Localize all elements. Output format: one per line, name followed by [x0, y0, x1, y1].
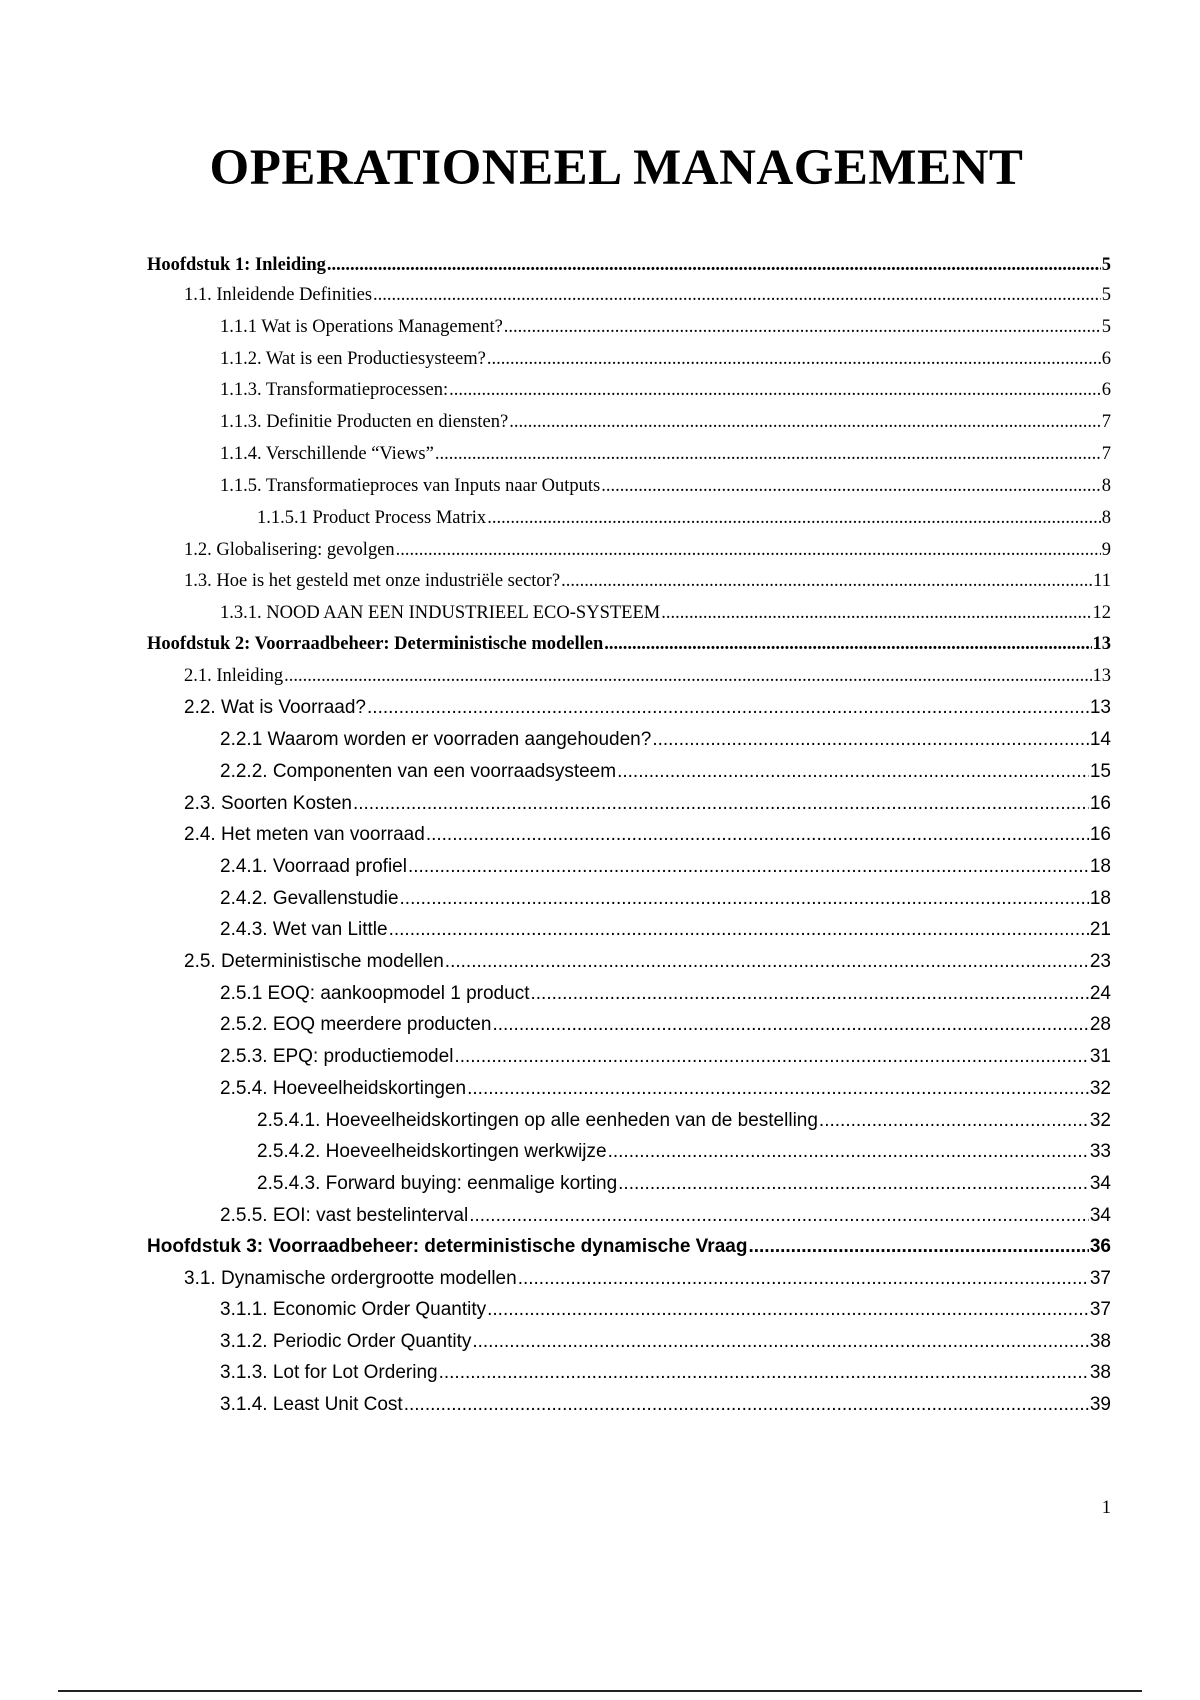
toc-entry-page: 13: [1092, 634, 1111, 654]
toc-entry-chapter-1[interactable]: [147, 255, 1111, 285]
toc-entry-1-1-5-1[interactable]: [257, 508, 1111, 538]
toc-leader-dots: [449, 380, 1101, 401]
toc-entry-label: 2.5.4.3. Forward buying: eenmalige korting: [257, 1173, 618, 1194]
toc-leader-dots: [608, 1141, 1089, 1163]
toc-entry-label: Hoofdstuk 3: Voorraadbeheer: deterministische dynamische Vraag: [147, 1236, 748, 1257]
toc-entry-label: 3.1.4. Least Unit Cost: [220, 1394, 403, 1415]
toc-entry-label: 2.2. Wat is Voorraad?: [184, 697, 367, 718]
toc-entry-3-1-1[interactable]: [220, 1299, 1111, 1329]
toc-entry-page: 24: [1089, 983, 1111, 1004]
toc-entry-page: 5: [1101, 285, 1111, 305]
document-title: OPERATIONEEL MANAGEMENT: [209, 140, 1024, 196]
toc-leader-dots: [748, 1236, 1088, 1258]
toc-entry-page: 18: [1089, 888, 1111, 909]
toc-leader-dots: [472, 1331, 1089, 1353]
toc-entry-label: 3.1.3. Lot for Lot Ordering: [220, 1362, 438, 1383]
toc-entry-label: Hoofdstuk 1: Inleiding: [147, 255, 326, 275]
toc-entry-page: 34: [1089, 1173, 1111, 1194]
toc-entry-label: 2.5.1 EOQ: aankoopmodel 1 product: [220, 983, 530, 1004]
toc-entry-page: 33: [1089, 1141, 1111, 1162]
toc-entry-label: 2.5.4.1. Hoeveelheidskortingen op alle eenheden van de bestelling: [257, 1110, 818, 1131]
toc-entry-2-5-4-3[interactable]: [257, 1173, 1111, 1203]
toc-entry-1-1-3a[interactable]: [220, 380, 1111, 410]
toc-entry-2-3[interactable]: [184, 793, 1111, 823]
toc-entry-label: 2.4.2. Gevallenstudie: [220, 888, 399, 909]
toc-entry-page: 23: [1089, 951, 1111, 972]
toc-entry-2-4-3[interactable]: [220, 919, 1111, 949]
toc-entry-label: 2.5.4.2. Hoeveelheidskortingen werkwijze: [257, 1141, 607, 1162]
toc-entry-label: 2.4.3. Wet van Little: [220, 919, 388, 940]
toc-leader-dots: [487, 508, 1101, 529]
toc-entry-3-1-2[interactable]: [220, 1331, 1111, 1361]
toc-entry-label: 1.2. Globalisering: gevolgen: [184, 540, 395, 560]
toc-leader-dots: [367, 697, 1089, 719]
toc-entry-page: 16: [1089, 824, 1111, 845]
toc-entry-label: 1.1.3. Definitie Producten en diensten?: [220, 412, 509, 432]
toc-entry-1-3-1[interactable]: [220, 603, 1111, 633]
toc-leader-dots: [373, 285, 1101, 306]
toc-entry-1-2[interactable]: [184, 540, 1111, 570]
toc-entry-label: 2.5.2. EOQ meerdere producten: [220, 1014, 492, 1035]
toc-entry-page: 7: [1101, 412, 1111, 432]
toc-entry-page: 37: [1089, 1299, 1111, 1320]
toc-leader-dots: [504, 317, 1101, 338]
toc-entry-label: 1.3.1. NOOD AAN EEN INDUSTRIEEL ECO-SYSTEEM: [220, 603, 661, 623]
toc-leader-dots: [601, 476, 1101, 497]
toc-entry-page: 31: [1089, 1046, 1111, 1067]
toc-entry-1-1[interactable]: [184, 285, 1111, 315]
toc-entry-label: 2.4. Het meten van voorraad: [184, 824, 425, 845]
toc-leader-dots: [617, 761, 1089, 783]
toc-entry-chapter-3[interactable]: [147, 1236, 1111, 1266]
footer-divider: [58, 1690, 1142, 1692]
toc-leader-dots: [327, 255, 1101, 276]
toc-entry-page: 8: [1101, 476, 1111, 496]
toc-leader-dots: [467, 1078, 1089, 1100]
toc-entry-2-5-4-2[interactable]: [257, 1141, 1111, 1171]
toc-entry-page: 36: [1089, 1236, 1111, 1257]
toc-entry-page: 34: [1089, 1205, 1111, 1226]
toc-entry-2-5[interactable]: [184, 951, 1111, 981]
toc-entry-label: 1.1.3. Transformatieprocessen:: [220, 380, 449, 400]
toc-leader-dots: [487, 1299, 1089, 1321]
toc-leader-dots: [439, 1362, 1089, 1384]
toc-leader-dots: [561, 571, 1092, 592]
toc-entry-2-5-4-1[interactable]: [257, 1110, 1111, 1140]
toc-entry-label: Hoofdstuk 2: Voorraadbeheer: Deterministische modellen: [147, 634, 604, 654]
toc-entry-label: 3.1.1. Economic Order Quantity: [220, 1299, 487, 1320]
toc-leader-dots: [819, 1110, 1089, 1132]
toc-entry-3-1-3[interactable]: [220, 1362, 1111, 1392]
toc-entry-page: 21: [1089, 919, 1111, 940]
toc-leader-dots: [389, 919, 1089, 941]
toc-entry-page: 8: [1101, 508, 1111, 528]
toc-leader-dots: [518, 1268, 1089, 1290]
toc-leader-dots: [353, 793, 1089, 815]
toc-entry-2-4-2[interactable]: [220, 888, 1111, 918]
toc-entry-label: 3.1. Dynamische ordergrootte modellen: [184, 1268, 517, 1289]
toc-entry-label: 2.2.2. Componenten van een voorraadsysteem: [220, 761, 617, 782]
toc-leader-dots: [509, 412, 1101, 433]
toc-entry-label: 2.2.1 Waarom worden er voorraden aangehouden?: [220, 729, 652, 750]
toc-entry-2-2[interactable]: [184, 697, 1111, 727]
toc-entry-chapter-2[interactable]: [147, 634, 1111, 664]
toc-leader-dots: [604, 634, 1091, 655]
toc-entry-page: 9: [1101, 540, 1111, 560]
toc-leader-dots: [445, 951, 1089, 973]
toc-leader-dots: [435, 444, 1101, 465]
toc-entry-page: 12: [1092, 603, 1111, 623]
toc-entry-page: 37: [1089, 1268, 1111, 1289]
toc-entry-page: 5: [1101, 255, 1111, 275]
toc-entry-label: 1.1.5.1 Product Process Matrix: [257, 508, 487, 528]
toc-leader-dots: [400, 888, 1089, 910]
toc-entry-2-4[interactable]: [184, 824, 1111, 854]
toc-entry-2-5-2[interactable]: [220, 1014, 1111, 1044]
toc-leader-dots: [492, 1014, 1088, 1036]
toc-entry-page: 18: [1089, 856, 1111, 877]
toc-leader-dots: [396, 540, 1101, 561]
toc-entry-page: 11: [1093, 571, 1111, 591]
toc-leader-dots: [408, 856, 1089, 878]
toc-entry-1-1-5[interactable]: [220, 476, 1111, 506]
toc-entry-page: 39: [1089, 1394, 1111, 1415]
toc-entry-label: 2.4.1. Voorraad profiel: [220, 856, 407, 877]
toc-entry-2-5-1[interactable]: [220, 983, 1111, 1013]
toc-leader-dots: [469, 1205, 1089, 1227]
toc-entry-label: 1.1. Inleidende Definities: [184, 285, 373, 305]
toc-entry-label: 1.1.1 Wat is Operations Management?: [220, 317, 503, 337]
toc-entry-page: 6: [1101, 349, 1111, 369]
toc-entry-label: 1.3. Hoe is het gesteld met onze industriële sector?: [184, 571, 561, 591]
toc-entry-page: 14: [1089, 729, 1111, 750]
toc-leader-dots: [487, 349, 1101, 370]
toc-entry-1-1-3b[interactable]: [220, 412, 1111, 442]
toc-leader-dots: [618, 1173, 1089, 1195]
toc-entry-label: 3.1.2. Periodic Order Quantity: [220, 1331, 472, 1352]
toc-leader-dots: [454, 1046, 1088, 1068]
toc-entry-2-5-5[interactable]: [220, 1205, 1111, 1235]
toc-entry-page: 15: [1089, 761, 1111, 782]
toc-entry-label: 2.1. Inleiding: [184, 666, 284, 686]
toc-entry-2-1[interactable]: [184, 666, 1111, 696]
toc-entry-label: 2.5.3. EPQ: productiemodel: [220, 1046, 454, 1067]
toc-entry-page: 38: [1089, 1362, 1111, 1383]
toc-entry-page: 32: [1089, 1110, 1111, 1131]
toc-entry-page: 38: [1089, 1331, 1111, 1352]
toc-entry-page: 32: [1089, 1078, 1111, 1099]
toc-entry-page: 6: [1101, 380, 1111, 400]
toc-entry-label: 1.1.2. Wat is een Productiesysteem?: [220, 349, 486, 369]
toc-entry-page: 13: [1092, 666, 1111, 686]
toc-entry-2-2-2[interactable]: [220, 761, 1111, 791]
toc-entry-label: 1.1.4. Verschillende “Views”: [220, 444, 434, 464]
toc-entry-1-1-2[interactable]: [220, 349, 1111, 379]
toc-leader-dots: [652, 729, 1089, 751]
toc-leader-dots: [530, 983, 1088, 1005]
toc-leader-dots: [404, 1394, 1089, 1416]
toc-entry-3-1-4[interactable]: [220, 1394, 1111, 1424]
toc-entry-label: 2.5.4. Hoeveelheidskortingen: [220, 1078, 467, 1099]
toc-entry-2-4-1[interactable]: [220, 856, 1111, 886]
toc-entry-page: 13: [1089, 697, 1111, 718]
toc-entry-1-3[interactable]: [184, 571, 1111, 601]
toc-entry-label: 2.5.5. EOI: vast bestelinterval: [220, 1205, 469, 1226]
toc-entry-page: 5: [1101, 317, 1111, 337]
toc-entry-label: 2.3. Soorten Kosten: [184, 793, 352, 814]
toc-entry-3-1[interactable]: [184, 1268, 1111, 1298]
toc-leader-dots: [284, 666, 1091, 687]
toc-entry-1-1-4[interactable]: [220, 444, 1111, 474]
toc-entry-page: 28: [1089, 1014, 1111, 1035]
toc-leader-dots: [661, 603, 1091, 624]
toc-entry-2-5-4[interactable]: [220, 1078, 1111, 1108]
toc-entry-1-1-1[interactable]: [220, 317, 1111, 347]
page-number: 1: [1101, 1498, 1111, 1518]
toc-entry-label: 1.1.5. Transformatieproces van Inputs naar Outputs: [220, 476, 601, 496]
toc-entry-page: 7: [1101, 444, 1111, 464]
toc-entry-2-5-3[interactable]: [220, 1046, 1111, 1076]
toc-entry-2-2-1[interactable]: [220, 729, 1111, 759]
toc-entry-page: 16: [1089, 793, 1111, 814]
toc-entry-label: 2.5. Deterministische modellen: [184, 951, 444, 972]
toc-leader-dots: [426, 824, 1089, 846]
